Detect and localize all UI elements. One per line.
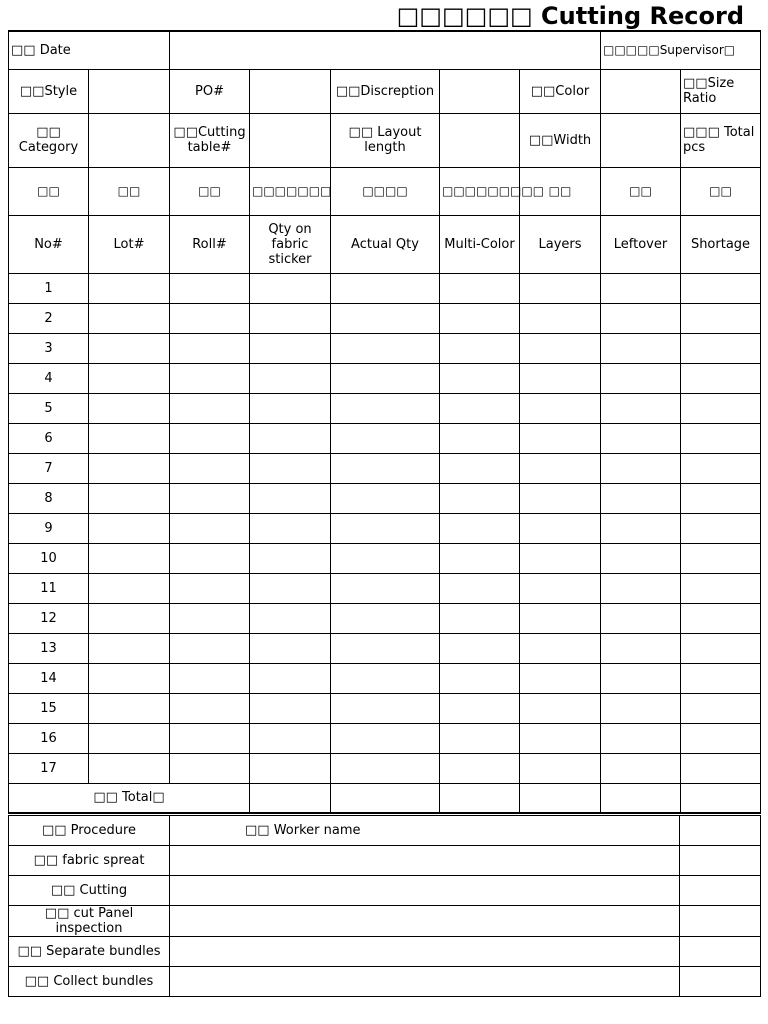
style-field[interactable]: [89, 69, 170, 113]
column-header-cn: □□: [170, 167, 250, 215]
table-row: [9, 753, 761, 783]
data-cell[interactable]: [170, 483, 250, 513]
data-cell[interactable]: [601, 693, 681, 723]
data-cell[interactable]: [440, 273, 520, 303]
data-cell[interactable]: [89, 543, 170, 573]
data-cell[interactable]: [681, 333, 761, 363]
column-header-shortage: Shortage: [681, 215, 761, 273]
data-cell[interactable]: [601, 303, 681, 333]
data-cell[interactable]: [681, 573, 761, 603]
total-cell[interactable]: [331, 783, 440, 813]
data-cell[interactable]: [89, 273, 170, 303]
data-cell[interactable]: [331, 753, 440, 783]
data-cell[interactable]: [331, 363, 440, 393]
data-cell[interactable]: [440, 753, 520, 783]
procedure-extra-cell[interactable]: [680, 906, 761, 937]
row-number: 1: [9, 273, 89, 303]
procedure-extra-cell[interactable]: [680, 846, 761, 876]
data-cell[interactable]: [250, 693, 331, 723]
procedure-extra-cell[interactable]: [680, 816, 761, 846]
data-cell[interactable]: [601, 423, 681, 453]
column-header-cn: □□: [9, 167, 89, 215]
width-label: □□Width: [520, 113, 601, 167]
data-cell[interactable]: [601, 483, 681, 513]
column-header-cn: □□: [89, 167, 170, 215]
data-cell[interactable]: [681, 633, 761, 663]
data-cell[interactable]: [601, 603, 681, 633]
data-cell[interactable]: [250, 453, 331, 483]
data-cell[interactable]: [170, 333, 250, 363]
data-cell[interactable]: [681, 273, 761, 303]
data-cell[interactable]: [520, 423, 601, 453]
data-cell[interactable]: [681, 393, 761, 423]
procedure-table: [8, 815, 761, 997]
table-row: [9, 693, 761, 723]
data-cell[interactable]: [170, 453, 250, 483]
data-cell[interactable]: [170, 693, 250, 723]
data-cell[interactable]: [601, 663, 681, 693]
worker-name-field[interactable]: [170, 876, 680, 906]
data-cell[interactable]: [601, 453, 681, 483]
procedure-step-label: □□ cut Panel inspection: [9, 906, 170, 937]
data-cell[interactable]: [250, 633, 331, 663]
data-cell[interactable]: [250, 723, 331, 753]
data-cell[interactable]: [331, 573, 440, 603]
data-cell[interactable]: [520, 753, 601, 783]
data-cell[interactable]: [250, 573, 331, 603]
data-cell[interactable]: [440, 543, 520, 573]
table-row: [9, 483, 761, 513]
table-row: [9, 423, 761, 453]
data-cell[interactable]: [520, 603, 601, 633]
data-cell[interactable]: [601, 333, 681, 363]
row-number: 7: [9, 453, 89, 483]
total-pcs-label: □□□ Total pcs: [681, 113, 761, 167]
column-header-cn: □□: [520, 167, 601, 215]
data-cell[interactable]: [681, 423, 761, 453]
date-field[interactable]: [170, 31, 601, 69]
data-cell[interactable]: [250, 513, 331, 543]
data-cell[interactable]: [440, 513, 520, 543]
row-number: 6: [9, 423, 89, 453]
total-cell[interactable]: [601, 783, 681, 813]
procedure-step-label: □□ Cutting: [9, 876, 170, 906]
data-cell[interactable]: [681, 303, 761, 333]
column-header-actual-qty: Actual Qty: [331, 215, 440, 273]
data-cell[interactable]: [331, 513, 440, 543]
data-cell[interactable]: [440, 333, 520, 363]
table-row: [9, 603, 761, 633]
data-cell[interactable]: [170, 363, 250, 393]
data-cell[interactable]: [440, 423, 520, 453]
row-number: 10: [9, 543, 89, 573]
column-header-qty-sticker: Qty on fabric sticker: [250, 215, 331, 273]
data-cell[interactable]: [331, 603, 440, 633]
procedure-step-label: □□ fabric spreat: [9, 846, 170, 876]
table-row: [9, 453, 761, 483]
data-cell[interactable]: [331, 393, 440, 423]
po-label: PO#: [170, 69, 250, 113]
data-cell[interactable]: [250, 543, 331, 573]
row-number: 11: [9, 573, 89, 603]
data-cell[interactable]: [601, 633, 681, 663]
column-header-layers: Layers: [520, 215, 601, 273]
data-cell[interactable]: [170, 423, 250, 453]
data-cell[interactable]: [331, 693, 440, 723]
date-label: □□ Date: [9, 31, 170, 69]
data-cell[interactable]: [331, 453, 440, 483]
data-cell[interactable]: [520, 723, 601, 753]
data-cell[interactable]: [89, 603, 170, 633]
data-cell[interactable]: [250, 363, 331, 393]
data-cell[interactable]: [250, 423, 331, 453]
procedure-step-label: □□ Collect bundles: [9, 967, 170, 997]
data-cell[interactable]: [520, 303, 601, 333]
procedure-extra-cell[interactable]: [680, 937, 761, 967]
data-cell[interactable]: [89, 663, 170, 693]
data-cell[interactable]: [681, 543, 761, 573]
table-row: [9, 303, 761, 333]
data-cell[interactable]: [440, 663, 520, 693]
table-row: [9, 393, 761, 423]
data-cell[interactable]: [681, 453, 761, 483]
data-cell[interactable]: [331, 543, 440, 573]
row-number: 15: [9, 693, 89, 723]
data-cell[interactable]: [681, 513, 761, 543]
data-cell[interactable]: [170, 723, 250, 753]
po-field[interactable]: [250, 69, 331, 113]
data-cell[interactable]: [520, 363, 601, 393]
data-cell[interactable]: [89, 633, 170, 663]
category-field[interactable]: [89, 113, 170, 167]
row-number: 13: [9, 633, 89, 663]
data-cell[interactable]: [520, 633, 601, 663]
cutting-record-table: [8, 30, 761, 814]
procedure-step-label: □□ Separate bundles: [9, 937, 170, 967]
column-header-lot: Lot#: [89, 215, 170, 273]
data-cell[interactable]: [331, 663, 440, 693]
data-cell[interactable]: [170, 663, 250, 693]
data-cell[interactable]: [170, 753, 250, 783]
row-number: 14: [9, 663, 89, 693]
data-cell[interactable]: [89, 723, 170, 753]
data-cell[interactable]: [250, 303, 331, 333]
width-field[interactable]: [601, 113, 681, 167]
data-cell[interactable]: [250, 273, 331, 303]
data-cell[interactable]: [170, 603, 250, 633]
row-number: 8: [9, 483, 89, 513]
data-cell[interactable]: [520, 453, 601, 483]
data-cell[interactable]: [89, 423, 170, 453]
data-cell[interactable]: [440, 453, 520, 483]
column-header-cn: □□: [601, 167, 681, 215]
worker-name-label-text: □□ Worker name: [245, 823, 361, 838]
column-header-multi-color: Multi-Color: [440, 215, 520, 273]
data-cell[interactable]: [681, 363, 761, 393]
column-header-cn: □□□□□□□: [250, 167, 331, 215]
data-cell[interactable]: [681, 753, 761, 783]
data-cell[interactable]: [520, 333, 601, 363]
data-cell[interactable]: [170, 393, 250, 423]
row-number: 3: [9, 333, 89, 363]
data-cell[interactable]: [440, 723, 520, 753]
column-header-cn: □□□□□□□□□: [440, 167, 520, 215]
data-cell[interactable]: [440, 573, 520, 603]
size-ratio-label: □□Size Ratio: [681, 69, 761, 113]
data-cell[interactable]: [601, 393, 681, 423]
data-cell[interactable]: [681, 723, 761, 753]
row-number: 5: [9, 393, 89, 423]
total-cell[interactable]: [250, 783, 331, 813]
data-cell[interactable]: [250, 333, 331, 363]
data-cell[interactable]: [250, 753, 331, 783]
data-cell[interactable]: [89, 483, 170, 513]
table-row: [9, 573, 761, 603]
data-cell[interactable]: [170, 573, 250, 603]
data-cell[interactable]: [331, 423, 440, 453]
worker-name-field[interactable]: [170, 906, 680, 937]
color-label: □□Color: [520, 69, 601, 113]
data-cell[interactable]: [601, 273, 681, 303]
data-cell[interactable]: [520, 393, 601, 423]
data-cell[interactable]: [89, 333, 170, 363]
data-cell[interactable]: [250, 393, 331, 423]
procedure-label: □□ Procedure: [9, 816, 170, 846]
procedure-extra-cell[interactable]: [680, 876, 761, 906]
worker-name-field[interactable]: [170, 937, 680, 967]
data-cell[interactable]: [331, 333, 440, 363]
data-cell[interactable]: [601, 723, 681, 753]
data-cell[interactable]: [89, 693, 170, 723]
data-cell[interactable]: [250, 603, 331, 633]
page-title: □□□□□□ Cutting Record: [396, 2, 744, 30]
row-number: 2: [9, 303, 89, 333]
data-cell[interactable]: [89, 393, 170, 423]
category-label: □□ Category: [9, 113, 89, 167]
data-cell[interactable]: [520, 693, 601, 723]
color-field[interactable]: [601, 69, 681, 113]
procedure-extra-cell[interactable]: [680, 967, 761, 997]
table-row: [9, 513, 761, 543]
data-cell[interactable]: [331, 273, 440, 303]
table-row: [9, 273, 761, 303]
table-row: [9, 633, 761, 663]
data-cell[interactable]: [331, 483, 440, 513]
data-cell[interactable]: [681, 483, 761, 513]
data-cell[interactable]: [520, 483, 601, 513]
style-label: □□Style: [9, 69, 89, 113]
worker-name-label: [170, 816, 680, 846]
table-row: [9, 333, 761, 363]
layout-length-label: □□ Layout length: [331, 113, 440, 167]
table-row: [9, 543, 761, 573]
data-cell[interactable]: [250, 483, 331, 513]
total-cell[interactable]: [520, 783, 601, 813]
data-cell[interactable]: [89, 453, 170, 483]
row-number: 4: [9, 363, 89, 393]
description-label: □□Discreption: [331, 69, 440, 113]
data-cell[interactable]: [601, 573, 681, 603]
worker-name-field[interactable]: [170, 967, 680, 997]
data-cell[interactable]: [440, 363, 520, 393]
description-field[interactable]: [440, 69, 520, 113]
total-cell[interactable]: [681, 783, 761, 813]
total-cell[interactable]: [440, 783, 520, 813]
total-label: □□ Total□: [9, 783, 250, 813]
row-number: 12: [9, 603, 89, 633]
data-cell[interactable]: [331, 633, 440, 663]
row-number: 9: [9, 513, 89, 543]
row-number: 16: [9, 723, 89, 753]
data-cell[interactable]: [440, 483, 520, 513]
column-header-cn: □□□□: [331, 167, 440, 215]
data-cell[interactable]: [89, 513, 170, 543]
data-cell[interactable]: [681, 603, 761, 633]
row-number: 17: [9, 753, 89, 783]
data-cell[interactable]: [520, 273, 601, 303]
data-cell[interactable]: [331, 303, 440, 333]
data-cell[interactable]: [250, 663, 331, 693]
data-cell[interactable]: [601, 753, 681, 783]
data-cell[interactable]: [440, 393, 520, 423]
column-header-leftover: Leftover: [601, 215, 681, 273]
data-cell[interactable]: [440, 633, 520, 663]
worker-name-field[interactable]: [170, 846, 680, 876]
data-cell[interactable]: [170, 633, 250, 663]
data-cell[interactable]: [520, 543, 601, 573]
cutting-table-label: □□Cutting table#: [170, 113, 250, 167]
layout-length-field[interactable]: [440, 113, 520, 167]
table-row: [9, 723, 761, 753]
data-cell[interactable]: [601, 543, 681, 573]
column-header-roll: Roll#: [170, 215, 250, 273]
supervisor-label: □□□□□Supervisor□: [601, 31, 761, 69]
column-header-cn: □□: [681, 167, 761, 215]
cutting-table-field[interactable]: [250, 113, 331, 167]
data-cell[interactable]: [89, 303, 170, 333]
data-cell[interactable]: [170, 513, 250, 543]
data-cell[interactable]: [440, 603, 520, 633]
data-cell[interactable]: [170, 273, 250, 303]
data-cell[interactable]: [170, 303, 250, 333]
data-cell[interactable]: [89, 753, 170, 783]
data-cell[interactable]: [440, 693, 520, 723]
data-cell[interactable]: [601, 363, 681, 393]
data-cell[interactable]: [170, 543, 250, 573]
data-cell[interactable]: [681, 663, 761, 693]
column-header-no: No#: [9, 215, 89, 273]
data-cell[interactable]: [520, 513, 601, 543]
data-cell[interactable]: [520, 573, 601, 603]
data-cell[interactable]: [89, 573, 170, 603]
data-cell[interactable]: [89, 363, 170, 393]
data-cell[interactable]: [520, 663, 601, 693]
data-cell[interactable]: [601, 513, 681, 543]
table-row: [9, 663, 761, 693]
data-cell[interactable]: [440, 303, 520, 333]
table-row: [9, 363, 761, 393]
data-cell[interactable]: [331, 723, 440, 753]
data-cell[interactable]: [681, 693, 761, 723]
